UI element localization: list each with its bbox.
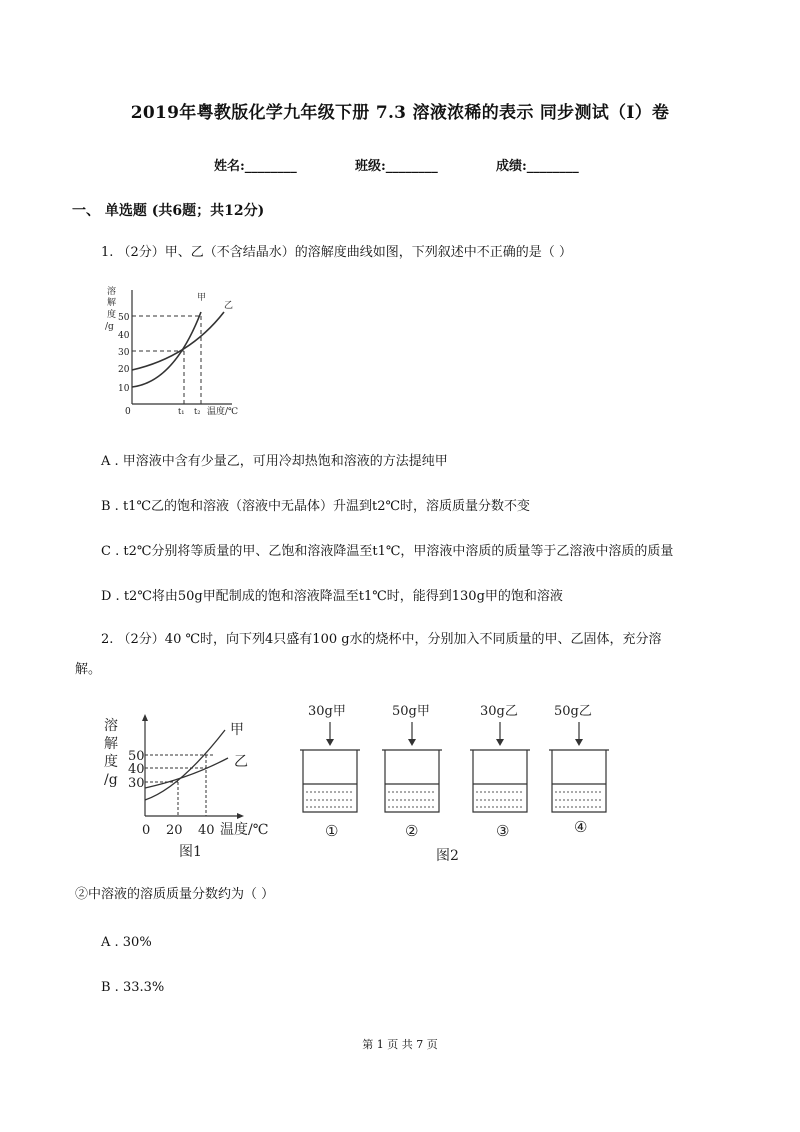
- q2-f1-ylabel-1: 溶: [104, 718, 118, 734]
- q1-solubility-chart: [104, 282, 264, 422]
- q2-figure-2: [292, 700, 622, 865]
- q1-curve-label-b: 乙: [224, 301, 234, 311]
- question-2-sub: ②中溶液的溶质质量分数约为（ ）: [75, 887, 275, 902]
- section-heading: 一、 单选题 (共6题；共12分): [72, 203, 265, 219]
- q2-f2-label-3: 30g乙: [480, 704, 518, 719]
- q1-curve-b: [132, 312, 224, 370]
- question-2-line2: 解。: [75, 662, 102, 677]
- score-field: 成绩:________: [496, 159, 579, 174]
- q1-xtick-t2: t₂: [194, 407, 201, 416]
- q2-option-a[interactable]: A . 30%: [101, 935, 152, 950]
- q2-f1-ylabel-2: 解: [104, 736, 118, 752]
- q1-option-c[interactable]: C . t2℃分别将等质量的甲、乙饱和溶液降温至t1℃，甲溶液中溶质的质量等于乙溶液中溶质的质量: [101, 544, 674, 559]
- q1-xtick-t1: t₁: [178, 407, 185, 416]
- q2-f1-curve-label-b: 乙: [234, 754, 248, 770]
- q1-ytick-0: 0: [125, 407, 131, 417]
- q2-f1-y-arrow: [142, 714, 148, 721]
- q2-f1-ytick-30: 30: [128, 776, 145, 791]
- class-field: 班级:________: [355, 159, 438, 174]
- q2-f1-ytick-40: 40: [128, 762, 145, 777]
- q1-ytick-30: 30: [118, 348, 130, 358]
- q1-ylabel-3: 度: [107, 310, 117, 320]
- page-title: 2019年粤教版化学九年级下册 7.3 溶液浓稀的表示 同步测试（I）卷: [130, 103, 670, 123]
- q2-f2-label-1: 30g甲: [308, 704, 346, 719]
- q1-ylabel-1: 溶: [107, 287, 117, 297]
- name-field: 姓名:________: [214, 159, 297, 174]
- q2-option-b[interactable]: B . 33.3%: [101, 980, 165, 995]
- q2-f1-xlabel: 温度/℃: [220, 822, 269, 838]
- q2-f2-num-2: ②: [405, 822, 419, 840]
- q2-f2-caption: 图2: [436, 848, 459, 864]
- q1-curve-label-a: 甲: [197, 293, 207, 303]
- q2-f2-beaker-1: [300, 750, 360, 812]
- q2-figure-1: [100, 708, 280, 863]
- q1-curve-a: [132, 312, 201, 387]
- q2-f2-num-3: ③: [496, 822, 510, 840]
- q2-f1-ylabel-4: /g: [104, 772, 118, 788]
- q1-option-b[interactable]: B . t1℃乙的饱和溶液（溶液中无晶体）升温到t2℃时，溶质质量分数不变: [101, 499, 531, 514]
- q1-option-d[interactable]: D . t2℃将由50g甲配制成的饱和溶液降温至t1℃时，能得到130g甲的饱和溶液: [101, 589, 563, 604]
- q2-f2-label-4: 50g乙: [554, 704, 592, 719]
- q2-f1-curve-label-a: 甲: [230, 722, 244, 738]
- q2-f2-label-2: 50g甲: [392, 704, 430, 719]
- q2-f1-ylabel-3: 度: [104, 754, 118, 770]
- q1-ytick-40: 40: [118, 331, 130, 341]
- q1-ytick-50: 50: [118, 313, 130, 323]
- q1-ylabel-4: /g: [105, 322, 114, 332]
- page-footer: 第 1 页 共 7 页: [362, 1038, 438, 1051]
- question-2-line1: 2. （2分）40 ℃时，向下列4只盛有100 g水的烧杯中，分别加入不同质量的甲、乙固体，充分溶: [101, 632, 662, 647]
- q2-f1-x-arrow: [237, 813, 244, 819]
- q1-ylabel-2: 解: [107, 298, 117, 308]
- q2-f2-beaker-3: [470, 750, 530, 812]
- q2-f1-xtick-40: 40: [198, 823, 215, 838]
- q2-f1-caption: 图1: [179, 844, 202, 860]
- q2-f1-xtick-20: 20: [166, 823, 183, 838]
- q2-f2-beaker-2: [382, 750, 442, 812]
- q2-f2-num-1: ①: [325, 822, 339, 840]
- question-1-text: 1. （2分）甲、乙（不含结晶水）的溶解度曲线如图，下列叙述中不正确的是（ ）: [101, 245, 572, 260]
- q1-ytick-10: 10: [118, 384, 130, 394]
- q2-f2-beaker-4: [549, 750, 609, 812]
- q2-f2-num-4: ④: [574, 818, 588, 836]
- q2-f1-xtick-0: 0: [142, 823, 151, 838]
- q1-ytick-20: 20: [118, 365, 130, 375]
- q2-f1-ytick-50: 50: [128, 749, 145, 764]
- q1-xlabel: 温度/℃: [207, 407, 239, 417]
- q1-option-a[interactable]: A . 甲溶液中含有少量乙，可用冷却热饱和溶液的方法提纯甲: [101, 454, 448, 469]
